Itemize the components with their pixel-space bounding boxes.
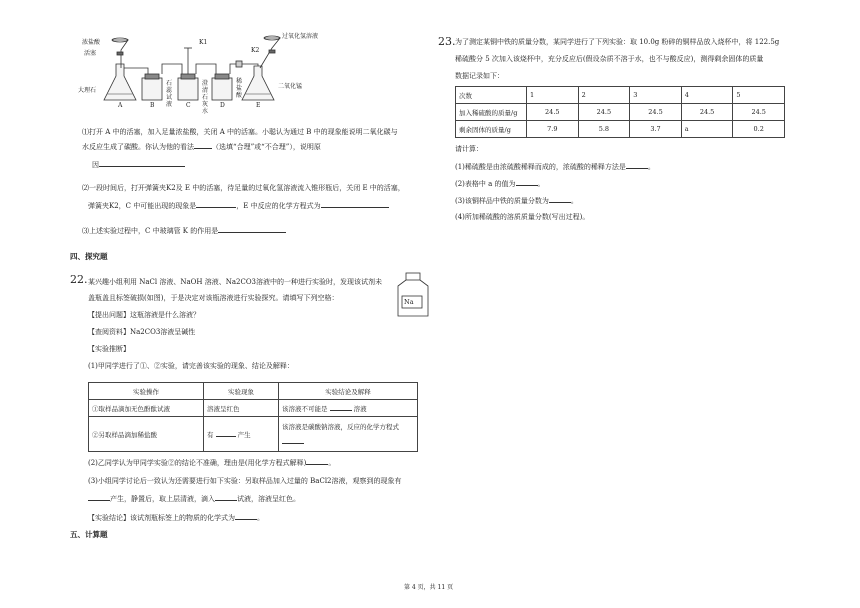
table-cell: 5.8	[578, 121, 630, 138]
blank-k-function[interactable]	[218, 226, 286, 233]
q23-question4: (4)所加稀硫酸的溶质质量分数(写出过程)。	[455, 213, 590, 221]
table-row	[89, 383, 418, 400]
label-litmus: 石蕊试液	[166, 80, 173, 108]
q22-sub2: (2)乙同学认为甲同学实验②的结论不准确，理由是(用化学方程式解释) 。	[88, 459, 336, 467]
table-cell: 7.9	[527, 121, 579, 138]
q23-ask: 请计算：	[455, 145, 483, 153]
label-mno2: 二氧化锰	[278, 83, 303, 90]
page-footer: 第 4 页，共 11 页	[404, 584, 454, 591]
q22-inference: 【实验推断】	[88, 345, 130, 353]
q23-question2: (2)表格中 a 的值为 。	[455, 180, 545, 188]
table-cell: 24.5	[630, 104, 682, 121]
table-cell: a	[681, 121, 733, 138]
q21-part3-line1: ⑶上述实验过程中，C 中玻璃管 K 的作用是	[82, 226, 286, 236]
blank-not-solution[interactable]	[330, 404, 352, 411]
blank-formula[interactable]	[235, 513, 257, 520]
table-cell: ②另取样品滴加稀盐酸	[89, 417, 204, 452]
label-marble: 大理石	[78, 87, 97, 94]
q22-number: 22.	[70, 273, 88, 286]
table-cell: 4	[681, 87, 733, 104]
table-cell: 该溶液是碳酸钠溶液，反应的化学方程式	[279, 417, 418, 452]
q23-data-table	[455, 86, 785, 138]
apparatus-diagram	[78, 33, 322, 115]
q23-line1: 为了测定某铜中铁的质量分数，某同学进行了下列实验：取 10.0g 粉碎的铜样品放入烧杯中，将 122.5g	[455, 38, 780, 46]
table-row	[456, 87, 785, 104]
table-cell: 有 产生	[204, 417, 279, 452]
table-cell: 该溶液不可能是 溶液	[279, 400, 418, 417]
label-limewater: 澄清石灰水	[202, 80, 209, 115]
reagent-bottle-figure	[394, 272, 432, 318]
table-row	[89, 400, 418, 417]
section-calculation-heading: 五、计算题	[70, 530, 108, 539]
letter-a: A	[118, 102, 123, 109]
bottle-label-na: Na	[404, 298, 414, 306]
letter-e: E	[256, 102, 261, 109]
section-exploration-heading: 四、探究题	[70, 252, 108, 261]
q21-part2-line2: 弹簧夹K2，C 中可能出现的现象是 ，E 中反应的化学方程式为	[88, 201, 389, 211]
q22-sub1: (1)甲同学进行了①、②实验，请完善该实验的现象、结论及解释：	[88, 362, 294, 370]
label-stopper: 活塞	[84, 50, 97, 57]
table-cell: 加入稀硫酸的质量/g	[456, 104, 527, 121]
blank-gas[interactable]	[216, 430, 236, 437]
table-cell: 3	[630, 87, 682, 104]
table-cell: 1	[527, 87, 579, 104]
q21-part1-line2: 水反应生成了碳酸。你认为他的看法 （选填“合理”或“不合理”），说明原	[82, 143, 321, 151]
table-header-operation: 实验操作	[89, 383, 204, 400]
table-cell: 24.5	[578, 104, 630, 121]
table-cell: 24.5	[681, 104, 733, 121]
blank-indicator[interactable]	[215, 494, 237, 501]
table-cell: 5	[733, 87, 785, 104]
table-row	[89, 417, 418, 452]
q22-experiment-table	[88, 382, 418, 452]
blank-sub2[interactable]	[306, 458, 328, 465]
blank-precipitate[interactable]	[88, 494, 110, 501]
label-hydrogen-peroxide: 过氧化氢溶液	[282, 33, 319, 40]
q21-part1-line3: 因	[92, 160, 185, 170]
blank-c-phenomenon[interactable]	[196, 201, 236, 208]
q22-line2: 盖瓶盖且标签破损(如图)，于是决定对该瓶溶液进行实验探究。请填写下列空格：	[88, 294, 339, 302]
table-cell: 24.5	[527, 104, 579, 121]
table-row	[456, 121, 785, 138]
table-cell: 0.2	[733, 121, 785, 138]
table-row	[456, 104, 785, 121]
letter-d: D	[220, 102, 225, 109]
q21-part2-line1: ⑵一段时间后，打开弹簧夹K2及 E 中的活塞，待足量的过氧化氢溶液流入锥形瓶后，关闭 E 中的活塞，	[82, 184, 405, 192]
table-cell: 3.7	[630, 121, 682, 138]
letter-c: C	[186, 102, 191, 109]
table-cell: 溶液呈红色	[204, 400, 279, 417]
q23-line3: 数据记录如下：	[455, 72, 504, 80]
q23-number: 23.	[438, 35, 456, 48]
table-header-phenomenon: 实验现象	[204, 383, 279, 400]
label-dilute-hcl: 稀盐酸	[236, 78, 243, 99]
q22-ask: 【提出问题】这瓶溶液是什么溶液？	[88, 311, 200, 319]
table-cell: 次数	[456, 87, 527, 104]
blank-reasonable[interactable]	[194, 142, 212, 149]
q21-part1-line1: ⑴打开 A 中的活塞，加入足量浓盐酸，关闭 A 中的活塞。小聪认为通过 B 中的现象能说明二氧化碳与	[82, 128, 398, 136]
q22-sub3-line1: (3)小组同学讨论后一致认为还需要进行如下实验：另取样品加入过量的 BaCl2溶液，观察到的现象有	[88, 477, 402, 485]
table-cell: 24.5	[733, 104, 785, 121]
blank-dilution-method[interactable]	[626, 162, 648, 169]
blank-e-equation[interactable]	[321, 201, 389, 208]
label-k1: K1	[199, 39, 208, 46]
label-k2: K2	[251, 47, 260, 54]
table-cell: 2	[578, 87, 630, 104]
blank-equation[interactable]	[282, 437, 304, 444]
blank-a-value[interactable]	[516, 179, 538, 186]
q22-reference: 【查阅资料】Na2CO3溶液呈碱性	[88, 328, 196, 336]
letter-b: B	[150, 102, 155, 109]
table-cell: 剩余固体的质量/g	[456, 121, 527, 138]
label-concentrated-acid: 浓盐酸	[82, 39, 101, 46]
q22-conclusion: 【实验结论】该试剂瓶标签上的物质的化学式为 。	[88, 514, 264, 522]
table-cell: ①取样品滴加无色酚酞试液	[89, 400, 204, 417]
q23-line2: 稀硫酸分 5 次加入该烧杯中，充分反应后(假设杂质不溶于水，也不与酸反应)，测得剩余固体的质量	[455, 55, 764, 63]
q23-question3: (3)该铜样品中铁的质量分数为 。	[455, 197, 578, 205]
q22-line1: 某兴趣小组利用 NaCl 溶液、NaOH 溶液、Na2CO3溶液中的一种进行实验时，发现该试剂未	[88, 278, 383, 286]
table-header-conclusion: 实验结论及解释	[279, 383, 418, 400]
blank-reason[interactable]	[99, 160, 185, 167]
blank-iron-fraction[interactable]	[549, 196, 571, 203]
reagent-bottle-drawing	[394, 272, 432, 318]
q22-sub3-line2: 产生，静置后，取上层清液，滴入 试液，溶液呈红色。	[88, 494, 300, 504]
q23-question1: (1)稀硫酸是由浓硫酸稀释而成的，浓硫酸的稀释方法是 。	[455, 163, 655, 171]
